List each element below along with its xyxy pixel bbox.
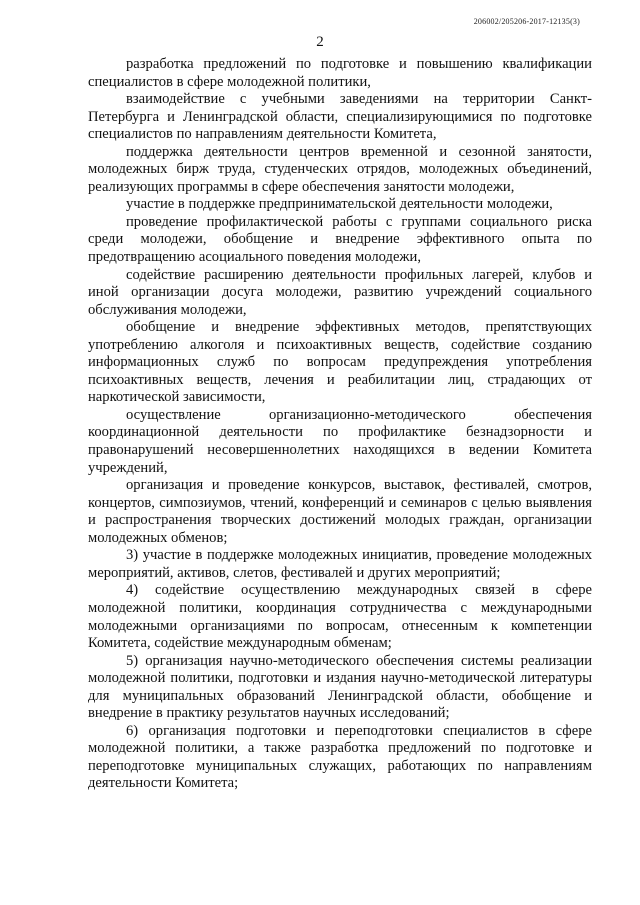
paragraph: 6) организация подготовки и переподготовки специалистов в сфере молодежной политики, а также разработка предложений по подготовке и переподготовке муниципальных служащих, работающих по направлениям деятельности Комитета; <box>88 722 592 792</box>
paragraph: осуществление организационно-методического обеспечения координационной деятельности по профилактике безнадзорности и правонарушений несовершеннолетних находящихся в ведении Комитета учреждений, <box>88 406 592 476</box>
paragraph: разработка предложений по подготовке и повышению квалификации специалистов в сфере молодежной политики, <box>88 56 592 90</box>
paragraph: организация и проведение конкурсов, выставок, фестивалей, смотров, концертов, симпозиумов, чтений, конференций и семинаров с целью выявления и распространения творческих достижений молодых граждан, организации молодежных обменов; <box>88 477 592 546</box>
paragraph: 4) содействие осуществлению международных связей в сфере молодежной политики, координация сотрудничества с международными молодежными организациями по вопросам, отнесенным к компетенции Комитета, содействие международным обменам; <box>88 582 592 652</box>
paragraph: 5) организация научно-методического обеспечения системы реализации молодежной политики, подготовки и издания научно-методической литературы для муниципальных образований Ленинградской области, обобщение и внедрение в практику результатов научных исследований; <box>88 652 592 722</box>
paragraph: взаимодействие с учебными заведениями на территории Санкт-Петербурга и Ленинградской области, специализирующимися по подготовке специалистов по направлениям деятельности Комитета, <box>88 91 592 143</box>
paragraph: обобщение и внедрение эффективных методов, препятствующих употреблению алкоголя и психоактивных веществ, содействие созданию информационных служб по вопросам предупреждения употребления психоактивных веществ, лечения и реабилитации лиц, страдающих от наркотической зависимости, <box>88 319 592 406</box>
paragraph: поддержка деятельности центров временной и сезонной занятости, молодежных бирж труда, студенческих отрядов, молодежных объединений, реализующих программы в сфере обеспечения занятости молодежи, <box>88 143 592 195</box>
paragraph: проведение профилактической работы с группами социального риска среди молодежи, обобщение и внедрение эффективного опыта по предотвращению асоциального поведения молодежи, <box>88 213 592 266</box>
document-body <box>88 56 592 793</box>
paragraph: 3) участие в поддержке молодежных инициатив, проведение молодежных мероприятий, активов, слетов, фестивалей и других мероприятий; <box>88 547 592 581</box>
paragraph: участие в поддержке предпринимательской деятельности молодежи, <box>126 196 553 213</box>
page-number: 2 <box>316 34 324 50</box>
document-id: 206002/205206-2017-12135(3) <box>473 17 580 26</box>
paragraph: содействие расширению деятельности профильных лагерей, клубов и иной организации досуга молодежи, развитию учреждений социального обслуживания молодежи, <box>88 266 592 318</box>
